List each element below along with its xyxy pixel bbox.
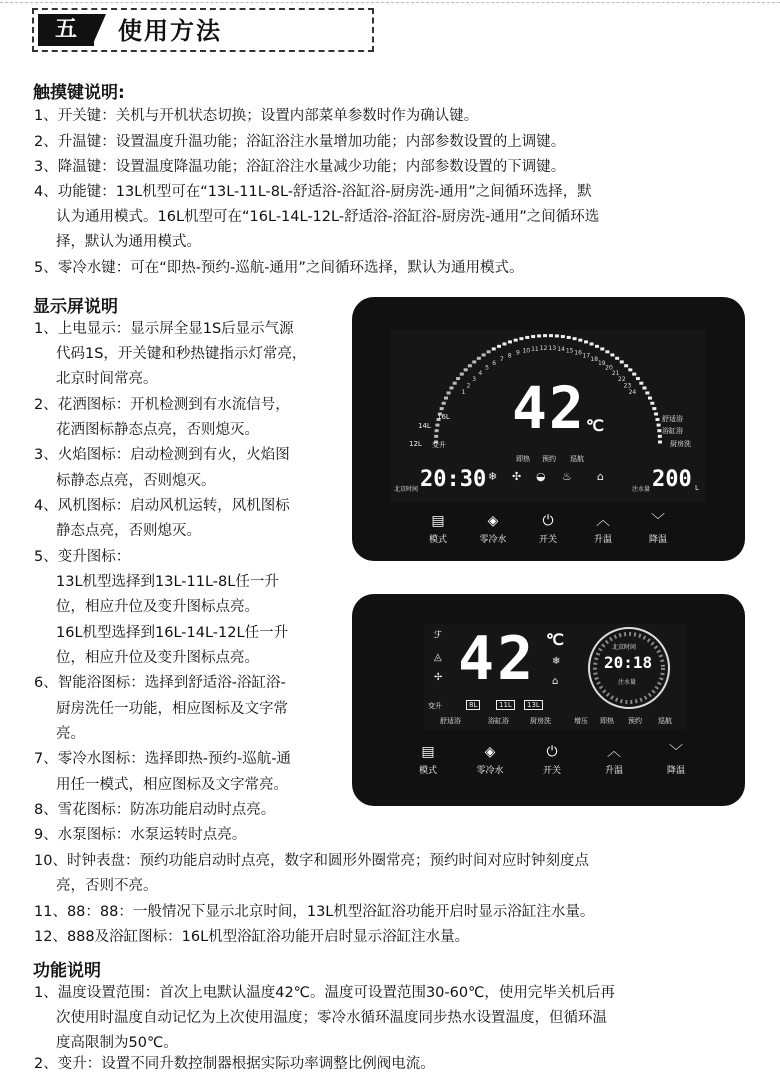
panel1-right-label-2: 浴缸浴 xyxy=(662,427,683,435)
dial-segment xyxy=(537,334,541,337)
dial-segment xyxy=(600,347,604,350)
dial-segment xyxy=(444,397,448,400)
temp-down-button[interactable] xyxy=(628,513,688,545)
dial-segment xyxy=(497,345,501,348)
display-line: 静态点亮，否则熄灭。 xyxy=(56,523,201,539)
fan-icon: ◬ xyxy=(434,652,442,663)
dial-segment xyxy=(435,424,439,427)
dial-segment xyxy=(657,424,661,427)
panel1-left-label-1: 16L xyxy=(437,413,450,421)
panel2-bottom-label: 巡航 xyxy=(658,717,672,725)
display-line: 用任一模式，相应图标及文字常亮。 xyxy=(56,777,288,793)
section-header xyxy=(32,8,374,52)
dial-hour-number: 1 xyxy=(461,389,466,397)
dial-segment xyxy=(615,357,619,360)
display-line: 11、88：88：一般情况下显示北京时间，13L机型浴缸浴功能开启时显示浴缸注水量。 xyxy=(34,904,595,920)
panel2-water-label: 注水量 xyxy=(618,679,637,686)
panel1-water-volume: 200 xyxy=(652,467,692,492)
temp-down-label: 降温 xyxy=(666,766,685,776)
display-line: 7、零冷水图标：选择即热-预约-巡航-通 xyxy=(34,751,291,767)
chevron-down-icon: ﹀ xyxy=(651,513,665,529)
snowflake-icon: ❄ xyxy=(488,470,498,483)
dial-segment xyxy=(578,339,582,342)
display-line: 12、888及浴缸图标：16L机型浴缸浴功能开启时显示浴缸注水量。 xyxy=(34,929,470,945)
panel2-temperature: 42 xyxy=(458,624,537,694)
dial-segment xyxy=(508,340,512,343)
dial-segment xyxy=(555,334,559,337)
dial-segment xyxy=(502,342,506,345)
dial-segment xyxy=(447,391,451,394)
dial-segment xyxy=(652,407,656,410)
display-line: 代码1S，开关键和秒热键指示灯常亮， xyxy=(56,346,307,362)
dial-segment xyxy=(468,364,472,367)
dial-hour-number: 8 xyxy=(507,352,512,360)
panel2-bottom-label: 预约 xyxy=(628,717,642,725)
dial-segment xyxy=(460,373,464,376)
panel2-bottom-label: 舒适浴 xyxy=(440,717,461,725)
panel2-liter-8: 8L xyxy=(466,700,480,710)
mode-button[interactable] xyxy=(408,513,468,545)
touch-line: 1、开关键：关机与开机状态切换；设置内部菜单参数时作为确认键。 xyxy=(34,108,479,124)
controller-panel-1 xyxy=(352,297,745,561)
dial-hour-number: 23 xyxy=(623,382,632,390)
dial-hour-number: 22 xyxy=(618,375,626,383)
dial-segment xyxy=(531,335,535,338)
display-line: 位，相应升位及变升图标点亮。 xyxy=(56,650,259,666)
panel2-clock-label: 北京时间 xyxy=(612,644,637,651)
dial-hour-number: 2 xyxy=(466,382,471,390)
display-title: 显示屏说明 xyxy=(33,297,118,317)
dial-segment xyxy=(482,353,486,356)
panel1-left-label-3: 12L xyxy=(409,440,422,448)
dial-segment xyxy=(654,413,658,416)
section-title: 使用方法 xyxy=(118,17,222,45)
dial-segment xyxy=(514,339,518,342)
temp-up-label: 升温 xyxy=(593,535,612,545)
water-drop-icon: ◈ xyxy=(484,744,496,760)
dial-segment xyxy=(487,350,491,353)
panel2-liter-13: 13L xyxy=(524,700,543,710)
dial-hour-number: 16 xyxy=(574,349,582,357)
dial-segment xyxy=(632,373,636,376)
dial-segment xyxy=(464,368,468,371)
display-line: 13L机型选择到13L-11L-8L任一升 xyxy=(56,574,279,590)
dial-segment xyxy=(610,353,614,356)
dial-segment xyxy=(472,360,476,363)
header-slash xyxy=(92,14,106,46)
display-line: 16L机型选择到16L-14L-12L任一升 xyxy=(56,625,289,641)
dial-hour-number: 5 xyxy=(485,364,489,372)
display-line: 亮。 xyxy=(56,726,85,742)
dial-hour-number: 15 xyxy=(565,347,574,355)
power-button-label: 开关 xyxy=(542,766,561,776)
display-line: 位，相应升位及变升图标点亮。 xyxy=(56,599,259,615)
mode-button-label: 模式 xyxy=(418,766,437,776)
dial-segment xyxy=(450,386,454,389)
panel1-variable-label: 变升 xyxy=(432,441,446,449)
panel2-bottom-label: 即热 xyxy=(600,717,614,725)
top-dashed-line xyxy=(0,2,780,3)
dial-segment xyxy=(549,334,553,337)
dial-segment xyxy=(519,337,523,340)
dial-segment xyxy=(590,342,594,345)
dial-segment xyxy=(567,336,571,339)
temp-up-button[interactable] xyxy=(573,513,633,545)
dial-hour-number: 7 xyxy=(499,355,504,363)
display-line: 北京时间常亮。 xyxy=(56,371,158,387)
temp-up-label: 升温 xyxy=(604,766,623,776)
display-line: 3、火焰图标：启动检测到有火，火焰图 xyxy=(34,447,290,463)
flame-icon: ♨ xyxy=(562,470,572,483)
dial-hour-number: 17 xyxy=(582,352,591,360)
dial-hour-number: 6 xyxy=(492,359,497,367)
dial-hour-number: 9 xyxy=(515,349,520,357)
dial-segment xyxy=(657,429,661,432)
panel2-bottom-label: 浴缸浴 xyxy=(488,717,509,725)
function-line: 1、温度设置范围：首次上电默认温度42℃。温度可设置范围30-60℃，使用完毕关机后再 xyxy=(34,985,615,1001)
dial-segment xyxy=(434,435,438,438)
display-line: 花洒图标静态点亮，否则熄灭。 xyxy=(56,422,259,438)
dial-segment xyxy=(642,386,646,389)
panel2-temp-unit: ℃ xyxy=(546,630,564,649)
power-button[interactable] xyxy=(518,513,578,545)
panel2-bottom-label: 厨房洗 xyxy=(530,717,551,725)
dial-segment xyxy=(624,364,628,367)
display-line: 亮，否则不亮。 xyxy=(56,878,158,894)
dial-segment xyxy=(605,350,609,353)
display-line: 10、时钟表盘：预约功能启动时点亮，数字和圆形外圈常亮；预约时间对应时钟刻度点 xyxy=(34,853,589,869)
controller-panel-2 xyxy=(352,594,745,806)
wind-icon: ✢ xyxy=(434,672,443,683)
dial-segment xyxy=(435,429,439,432)
panel1-mode-1: 即热 xyxy=(516,455,530,463)
panel1-right-label-3: 厨房洗 xyxy=(670,440,691,448)
dial-segment xyxy=(456,377,460,380)
zero-cold-water-button[interactable] xyxy=(463,513,523,545)
function-line: 次使用时温度自动记忆为上次使用温度；零冷水循环温度同步热水设置温度，但循环温 xyxy=(56,1010,607,1026)
dial-segment xyxy=(573,337,577,340)
dial-segment xyxy=(620,360,624,363)
display-line: 6、智能浴图标：选择到舒适浴-浴缸浴- xyxy=(34,675,286,691)
pump-icon: ◒ xyxy=(536,470,546,483)
touch-line: 择，默认为通用模式。 xyxy=(56,234,201,250)
shower-icon: ⌂ xyxy=(597,470,604,483)
dial-segment xyxy=(650,402,654,405)
display-line: 5、变升图标： xyxy=(34,549,131,565)
panel1-clock: 20:30 xyxy=(420,467,487,492)
function-title: 功能说明 xyxy=(33,961,101,981)
function-line: 度高限制为50℃。 xyxy=(56,1035,178,1051)
panel2-variable-label: 变升 xyxy=(428,702,442,710)
touch-line: 认为通用模式。16L机型可在“16L-14L-12L-舒适浴-浴缸浴-厨房洗-通用”之间循环选 xyxy=(56,209,600,225)
display-line: 8、雪花图标：防冻功能启动时点亮。 xyxy=(34,802,276,818)
panel1-temp-unit: ℃ xyxy=(586,416,604,435)
dial-hour-number: 3 xyxy=(472,375,477,383)
dial-hour-number: 24 xyxy=(628,389,637,397)
power-button-label: 开关 xyxy=(538,535,557,545)
chevron-down-icon: ﹀ xyxy=(669,744,683,760)
touch-keys-title: 触摸键说明: xyxy=(33,83,125,103)
touch-line: 3、降温键：设置温度降温功能；浴缸浴注水量减少功能；内部参数设置的下调键。 xyxy=(34,159,566,175)
zero-cold-water-label: 零冷水 xyxy=(479,535,507,545)
power-icon: ⏻ xyxy=(542,513,554,529)
dial-hour-number: 13 xyxy=(548,345,557,353)
dial-segment xyxy=(492,347,496,350)
dial-hour-number: 10 xyxy=(522,347,531,355)
display-line: 9、水泵图标：水泵运转时点亮。 xyxy=(34,827,247,843)
dial-hour-number: 19 xyxy=(597,359,606,367)
chevron-up-icon: ︿ xyxy=(596,513,610,529)
function-line: 2、变升：设置不同升数控制器根据实际功率调整比例阀电流。 xyxy=(34,1056,435,1072)
dial-hour-number: 14 xyxy=(557,345,565,353)
display-line: 2、花洒图标：开机检测到有水流信号， xyxy=(34,397,290,413)
pump-icon: ⌂ xyxy=(552,676,559,687)
dial-hour-number: 20 xyxy=(605,364,613,372)
menu-icon: ▤ xyxy=(421,744,435,760)
panel1-mode-2: 预约 xyxy=(542,455,556,463)
dial-segment xyxy=(636,377,640,380)
display-line: 标静态点亮，否则熄灭。 xyxy=(56,473,216,489)
dial-hour-number: 21 xyxy=(611,370,620,378)
dial-segment xyxy=(648,397,652,400)
dial-hour-number: 12 xyxy=(539,345,548,353)
dial-segment xyxy=(477,357,481,360)
power-icon: ⏻ xyxy=(546,744,558,760)
dial-segment xyxy=(543,334,547,337)
dial-segment xyxy=(655,418,659,421)
panel2-bottom-label: 增压 xyxy=(574,717,588,725)
section-number: 五 xyxy=(38,14,94,46)
dial-segment xyxy=(658,441,662,444)
panel1-mode-3: 巡航 xyxy=(570,455,584,463)
dial-segment xyxy=(628,368,632,371)
display-line: 厨房洗任一功能，相应图标及文字常 xyxy=(56,701,288,717)
dial-segment xyxy=(453,382,457,385)
touch-line: 2、升温键：设置温度升温功能；浴缸浴注水量增加功能；内部参数设置的上调键。 xyxy=(34,134,566,150)
zero-cold-water-label: 零冷水 xyxy=(476,766,504,776)
chevron-up-icon: ︿ xyxy=(607,744,621,760)
dial-segment xyxy=(561,335,565,338)
display-line: 1、上电显示：显示屏全显1S后显示气源 xyxy=(34,321,294,337)
mode-button[interactable] xyxy=(398,744,458,776)
water-drop-icon: ◈ xyxy=(487,513,499,529)
power-button[interactable] xyxy=(522,744,582,776)
temp-down-button[interactable] xyxy=(646,744,706,776)
zero-cold-water-button[interactable] xyxy=(460,744,520,776)
panel1-clock-label: 北京时间 xyxy=(394,486,419,493)
snowflake-icon: ❄ xyxy=(552,656,561,667)
dial-segment xyxy=(639,382,643,385)
touch-line: 4、功能键：13L机型可在“13L-11L-8L-舒适浴-浴缸浴-厨房洗-通用”之间循环选择，默 xyxy=(34,184,592,200)
panel1-screen xyxy=(390,330,706,502)
panel1-right-label-1: 舒适浴 xyxy=(662,415,683,423)
dial-segment xyxy=(440,407,444,410)
temp-up-button[interactable] xyxy=(584,744,644,776)
dial-hour-number: 4 xyxy=(478,370,483,378)
panel1-water-unit: L xyxy=(695,484,699,492)
flame-icon: ℱ xyxy=(434,630,442,641)
temp-down-label: 降温 xyxy=(648,535,667,545)
panel2-clock: 20:18 xyxy=(604,653,653,672)
dial-segment xyxy=(584,340,588,343)
panel1-water-label: 注水量 xyxy=(632,486,651,493)
panel2-liter-11: 11L xyxy=(496,700,515,710)
dial-hour-number: 18 xyxy=(590,355,599,363)
dial-hour-number: 11 xyxy=(531,345,539,353)
dial-segment xyxy=(525,336,529,339)
fan-icon: ✣ xyxy=(512,470,522,483)
panel2-screen xyxy=(424,624,686,730)
display-line: 4、风机图标：启动风机运转，风机图标 xyxy=(34,498,290,514)
dial-segment xyxy=(595,345,599,348)
dial-segment xyxy=(645,391,649,394)
panel1-left-label-2: 14L xyxy=(418,422,431,430)
dial-segment xyxy=(442,402,446,405)
mode-button-label: 模式 xyxy=(428,535,447,545)
touch-line: 5、零冷水键：可在“即热-预约-巡航-通用”之间循环选择，默认为通用模式。 xyxy=(34,260,524,276)
panel1-temperature: 42 xyxy=(512,374,586,442)
menu-icon: ▤ xyxy=(431,513,445,529)
